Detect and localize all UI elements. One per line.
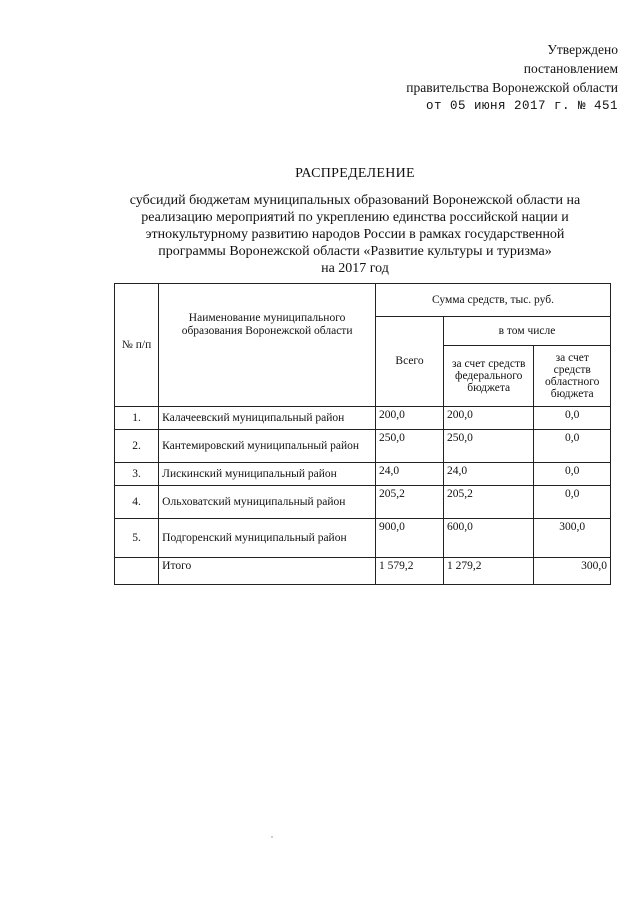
header-name: Наименование муниципального образования Воронежской области: [159, 284, 376, 407]
cell-federal: 200,0: [443, 407, 533, 430]
cell-federal: 250,0: [443, 430, 533, 463]
cell-total: 200,0: [376, 407, 444, 430]
cell-total: 205,2: [376, 486, 444, 519]
table-row: [115, 519, 611, 558]
cell-name: Подгоренский муниципальный район: [159, 519, 376, 558]
cell-federal: 205,2: [443, 486, 533, 519]
cell-regional: 0,0: [534, 486, 611, 519]
total-label: Итого: [159, 558, 376, 585]
approval-line-2: постановлением: [523, 61, 618, 76]
total-sum: 1 579,2: [376, 558, 444, 585]
cell-no: 1.: [115, 407, 159, 430]
approval-block: [406, 40, 618, 116]
total-federal: 1 279,2: [443, 558, 533, 585]
cell-name: Ольховатский муниципальный район: [159, 486, 376, 519]
cell-regional: 300,0: [534, 519, 611, 558]
title-line-5: на 2017 год: [321, 261, 389, 276]
cell-federal: 24,0: [443, 463, 533, 486]
header-total: Всего: [376, 317, 444, 407]
title-heading: РАСПРЕДЕЛЕНИЕ: [295, 166, 415, 181]
cell-total: 24,0: [376, 463, 444, 486]
table-row: [115, 407, 611, 430]
header-no: № п/п: [115, 284, 159, 407]
title-line-4: программы Воронежской области «Развитие культуры и туризма»: [158, 244, 552, 259]
header-including: в том числе: [443, 317, 610, 346]
total-row: [115, 558, 611, 585]
header-row-1: [115, 284, 611, 317]
table-row: [115, 430, 611, 463]
distribution-table: [114, 283, 611, 585]
cell-name: Кантемировский муниципальный район: [159, 430, 376, 463]
cell-no: 5.: [115, 519, 159, 558]
cell-regional: 0,0: [534, 430, 611, 463]
cell-name: Лискинский муниципальный район: [159, 463, 376, 486]
approval-line-3: правительства Воронежской области: [406, 80, 618, 95]
approval-date-number: от 05 июня 2017 г. № 451: [425, 99, 618, 113]
title-line-2: реализацию мероприятий по укреплению единства российской нации и: [141, 210, 569, 225]
cell-total: 900,0: [376, 519, 444, 558]
header-regional: за счет средств областного бюджета: [534, 346, 611, 407]
table-row: [115, 486, 611, 519]
total-regional: 300,0: [534, 558, 611, 585]
cell-no: 3.: [115, 463, 159, 486]
cell-no-empty: [115, 558, 159, 585]
header-sum: Сумма средств, тыс. руб.: [376, 284, 611, 317]
table-row: [115, 463, 611, 486]
scan-speck: [271, 836, 273, 838]
title-line-1: субсидий бюджетам муниципальных образований Воронежской области на: [129, 193, 581, 208]
document-title: [100, 165, 610, 277]
cell-no: 4.: [115, 486, 159, 519]
approval-line-1: Утверждено: [547, 42, 618, 57]
cell-regional: 0,0: [534, 407, 611, 430]
cell-no: 2.: [115, 430, 159, 463]
title-line-3: этнокультурному развитию народов России в рамках государственной: [145, 227, 565, 242]
cell-regional: 0,0: [534, 463, 611, 486]
cell-total: 250,0: [376, 430, 444, 463]
cell-name: Калачеевский муниципальный район: [159, 407, 376, 430]
header-federal: за счет средств федерального бюджета: [443, 346, 533, 407]
cell-federal: 600,0: [443, 519, 533, 558]
